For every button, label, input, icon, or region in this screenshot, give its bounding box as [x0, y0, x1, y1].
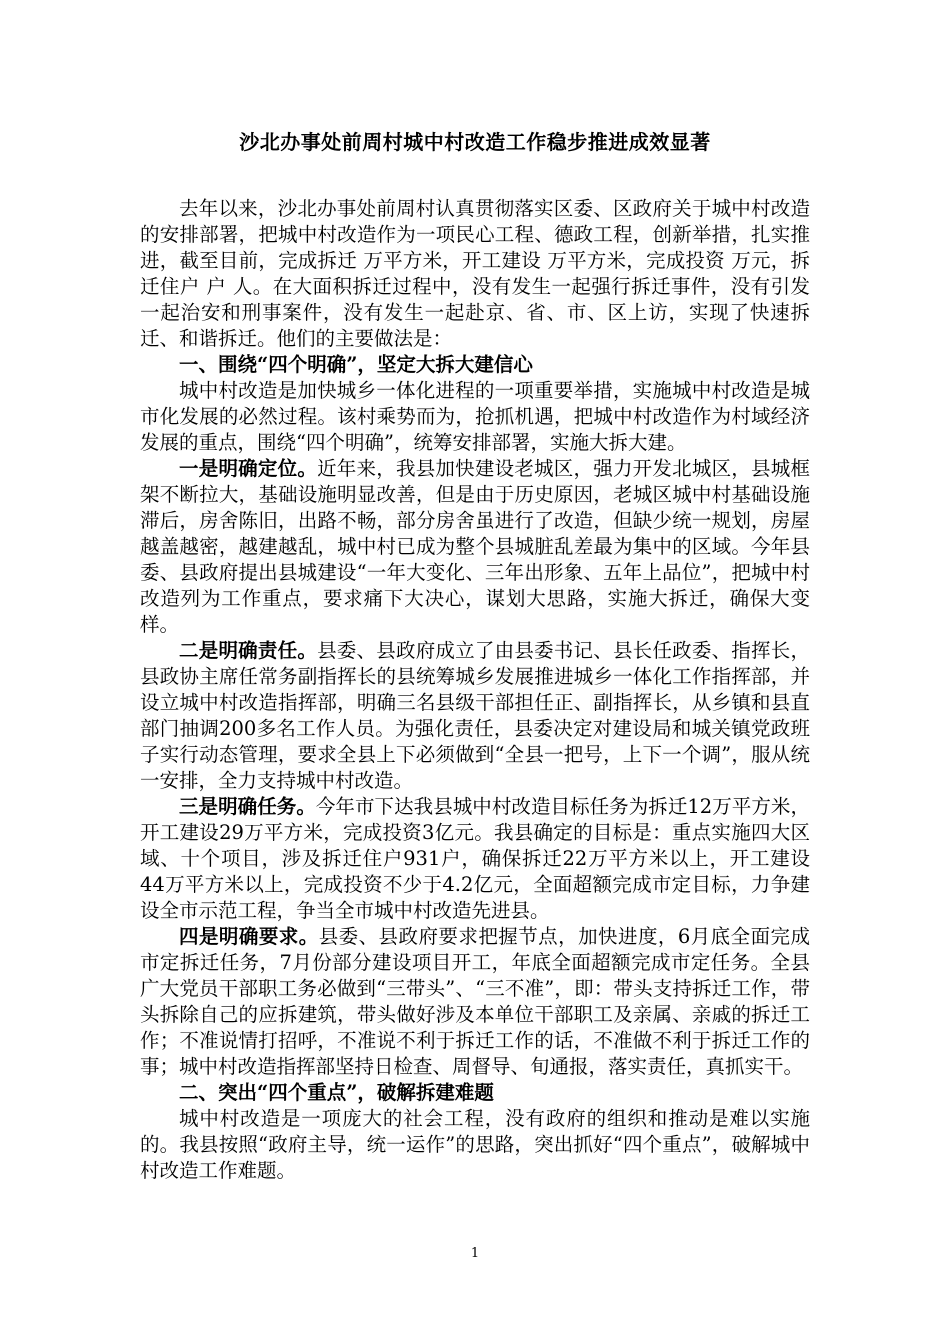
item-4-paragraph [140, 924, 810, 1080]
item-2-text: 县委、县政府成立了由县委书记、县长任政委、指挥长，县政协主席任常务副指挥长的县统筹城乡发展推进城乡一体化工作指挥部，并设立城中村改造指挥部，明确三名县级干部担任正、副指挥长，从乡镇和县直部门抽调200多名工作人员。为强化责任，县委决定对建设局和城关镇党政班子实行动态管理，要求全县上下必须做到“全县一把号，上下一个调”，服从统一安排，全力支持城中村改造。 [140, 639, 810, 792]
item-1-lead: 一是明确定位。 [179, 457, 318, 480]
item-4-lead: 四是明确要求。 [179, 925, 319, 948]
item-3-text: 今年市下达我县城中村改造目标任务为拆迁12万平方米，开工建设29万平方米，完成投资3亿元。我县确定的目标是：重点实施四大区域、十个项目，涉及拆迁住户931户，确保拆迁22万平方米以上，开工建设44万平方米以上，完成投资不少于4.2亿元，全面超额完成市定目标，力争建设全市示范工程，争当全市城中村改造先进县。 [140, 795, 810, 922]
item-2-paragraph [140, 638, 810, 794]
section-2-heading: 二、突出“四个重点”，破解拆建难题 [179, 1081, 494, 1104]
item-1-text: 近年来，我县加快建设老城区，强力开发北城区，县城框架不断拉大，基础设施明显改善，但是由于历史原因，老城区城中村基础设施滞后，房舍陈旧，出路不畅，部分房舍虽进行了改造，但缺少统一规划，房屋越盖越密，越建越乱，城中村已成为整个县城脏乱差最为集中的区域。今年县委、县政府提出县城建设“一年大变化、三年出形象、五年上品位”，把城中村改造列为工作重点，要求痛下大决心，谋划大思路，实施大拆迁，确保大变样。 [140, 457, 810, 636]
item-3-paragraph [140, 794, 810, 924]
page-number: 1 [470, 1246, 480, 1261]
item-4-text: 县委、县政府要求把握节点，加快进度，6月底全面完成市定拆迁任务，7月份部分建设项目开工，年底全面超额完成市定任务。全县广大党员干部职工务必做到“三带头”、“三不准”，即：带头支持拆迁工作，带头拆除自己的应拆建筑，带头做好涉及本单位干部职工及亲属、亲戚的拆迁工作；不准说情打招呼，不准说不利于拆迁工作的话，不准做不利于拆迁工作的事；城中村改造指挥部坚持日检查、周督导、旬通报，落实责任，真抓实干。 [140, 925, 810, 1078]
item-1-paragraph [140, 456, 810, 638]
item-3-lead: 三是明确任务。 [179, 795, 316, 818]
document-title: 沙北办事处前周村城中村改造工作稳步推进成效显著 [239, 130, 711, 154]
item-2-lead: 二是明确责任。 [179, 639, 318, 662]
section-2-intro: 城中村改造是一项庞大的社会工程，没有政府的组织和推动是难以实施的。我县按照“政府主导，统一运作”的思路，突出抓好“四个重点”，破解城中村改造工作难题。 [140, 1107, 810, 1182]
section-1-intro: 城中村改造是加快城乡一体化进程的一项重要举措，实施城中村改造是城市化发展的必然过程。该村乘势而为，抢抓机遇，把城中村改造作为村域经济发展的重点，围绕“四个明确”，统筹安排部署，实施大拆大建。 [140, 379, 810, 454]
section-1-heading: 一、围绕“四个明确”，坚定大拆大建信心 [179, 353, 533, 376]
intro-paragraph: 去年以来，沙北办事处前周村认真贯彻落实区委、区政府关于城中村改造的安排部署，把城中村改造作为一项民心工程、德政工程，创新举措，扎实推进，截至目前，完成拆迁 万平方米，开工建设 万平方米，完成投资 万元，拆迁住户 户 人。在大面积拆迁过程中，没有发生一起强行拆迁事件，没有引发一起治安和刑事案件，没有发生一起赴京、省、市、区上访，实现了快速拆迁、和谐拆迁。他们的主要做法是： [140, 197, 810, 350]
document-body [140, 196, 810, 1184]
